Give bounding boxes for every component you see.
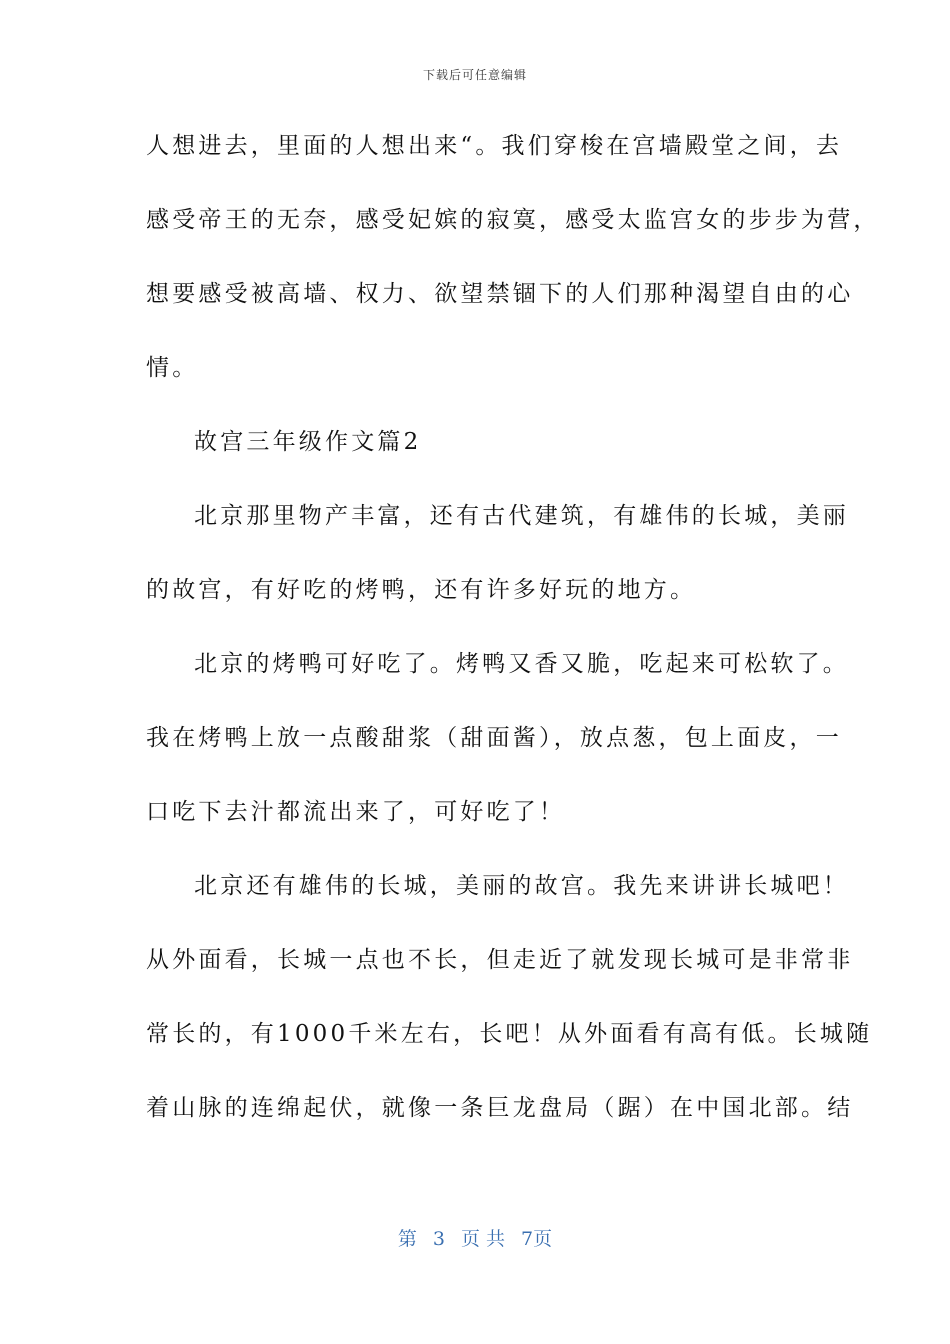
footer-prefix: 第 bbox=[397, 1228, 417, 1250]
text-line: 北京那里物产丰富，还有古代建筑，有雄伟的长城，美丽 bbox=[194, 503, 849, 529]
footer-total-pages: 7页 bbox=[521, 1228, 553, 1250]
text-line: 想要感受被高墙、权力、欲望禁锢下的人们那种渴望自由的心 bbox=[146, 281, 854, 307]
text-line: 北京的烤鸭可好吃了。烤鸭又香又脆，吃起来可松软了。 bbox=[194, 651, 849, 677]
document-body bbox=[146, 118, 880, 1154]
text-line: 口吃下去汁都流出来了，可好吃了！ bbox=[146, 799, 566, 825]
text-line: 情。 bbox=[146, 355, 199, 381]
text-line: 的故宫，有好吃的烤鸭，还有许多好玩的地方。 bbox=[146, 577, 697, 603]
text-line: 我在烤鸭上放一点酸甜浆（甜面酱），放点葱，包上面皮，一 bbox=[146, 725, 842, 751]
footer-current-page: 3 bbox=[432, 1228, 445, 1250]
section-heading: 故宫三年级作文篇2 bbox=[194, 429, 422, 455]
text-line: 着山脉的连绵起伏，就像一条巨龙盘局（踞）在中国北部。结 bbox=[146, 1095, 854, 1121]
text-line: 常长的，有1000千米左右，长吧！从外面看有高有低。长城随 bbox=[146, 1021, 873, 1047]
page-footer bbox=[0, 1224, 950, 1251]
footer-middle: 页 共 bbox=[460, 1228, 506, 1250]
page-header: 下载后可任意编辑 bbox=[422, 68, 527, 82]
text-line: 人想进去，里面的人想出来“。我们穿梭在宫墙殿堂之间，去 bbox=[146, 133, 843, 159]
text-line: 从外面看，长城一点也不长，但走近了就发现长城可是非常非 bbox=[146, 947, 854, 973]
text-line: 北京还有雄伟的长城，美丽的故宫。我先来讲讲长城吧！ bbox=[194, 873, 849, 899]
text-line: 感受帝王的无奈，感受妃嫔的寂寞，感受太监宫女的步步为营， bbox=[146, 207, 880, 233]
